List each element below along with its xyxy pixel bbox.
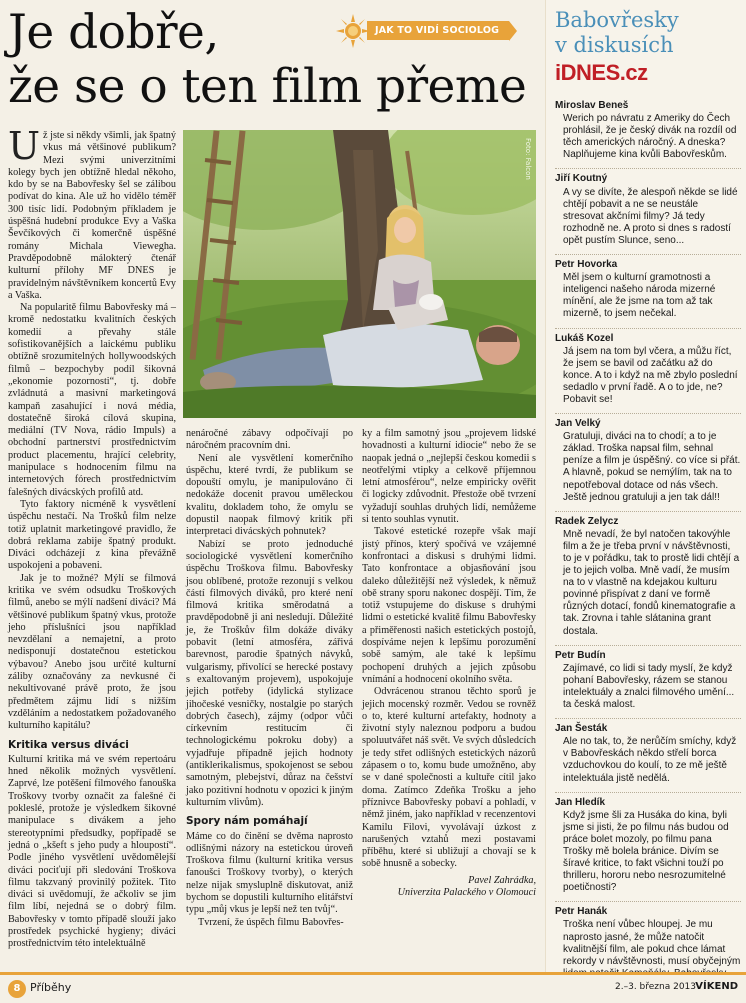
comment-item	[555, 793, 741, 903]
comment-list	[555, 96, 741, 999]
section-kicker: JAK TO VIDÍ SOCIOLOG	[367, 21, 509, 40]
comment-author: Miroslav Beneš	[555, 100, 629, 111]
issue-date: 2.–3. března 2013	[615, 982, 696, 992]
article-column-1	[8, 124, 176, 951]
comment-text: Já jsem na tom byl včera, a můžu říct, že jsem se bavil od začátku až do konce. A to i když na mě zbylo poslední sedadlo v první řadě. A o to jde, ne? Pobavit se!	[563, 345, 738, 405]
page-footer	[0, 972, 746, 1003]
comment-item	[555, 169, 741, 255]
comment-text: Když jsme šli za Husáka do kina, byli jsme si jisti, že po filmu nás budou od práce bolet mozoly, po filmu pana Trošky mě bolela bránice. Divím se šíravé kritice, to fakt všichni touží po thrilleru, hororu nebo nesrozumitelné poetičnosti?	[563, 809, 729, 894]
film-scene-illustration	[183, 130, 536, 418]
article-paragraph: Jak je to možné? Mýlí se filmová kritika ve svém odsudku Troškových filmů, anebo se mýlí nadšení diváci? Má většinové publikum špatný vkus, protože jeho příslušníci jsou například nevzdělaní a nemajetní, a proto nedisponují dostatečnou estetickou výbavou? Anebo jsou určité kulturní záliby označovány za nevkusné či nekultivované právě proto, že jsou předmětem zájmu lidí s nižším vzděláním a nedostatkem požadovaného kulturního kapitálu?	[8, 572, 176, 732]
comment-item	[555, 719, 741, 792]
comment-item	[555, 329, 741, 415]
comment-author: Petr Budín	[555, 649, 606, 661]
article-column-2	[186, 428, 353, 929]
comment-author: Jan Velký	[555, 418, 601, 430]
article-paragraph: Kulturní kritika má ve svém repertoáru hned několik možných vysvětlení. Zaprvé, lze potěšení filmového fanouška Troškovy tvorby označit za falešné či pokleslé, protože je výsledkem šikovné manipulace s divákem a jeho stereotypními předsudky, popřípadě se jedná o „kšeft s jeho pudy a hloupostí“. Podle jiného vysvětlení uvědomělejší diváci pociťují při sledování Troškova filmu takzvaný provinilý požitek. Tito diváci si uvědomují, že ačkoliv se jim film líbí, nejedná se o dobrý film. Babovřesky v tomto případě slouží jako prostředek psychické hygieny; diváci prostřednictvím této intelektuálně	[8, 753, 176, 950]
comment-text: Mně nevadí, že byl natočen takovýhle film a že je třeba první v návštěvnosti, to je v pořádku, tak to prostě lidi chtějí a je to jejich volba. Mně vadí, že musím na to v vlastně na kdejakou kulturu povinné přispívat z daní ve formě různých dotací, fondů kinematografie a tak. Zrovna i tahle slátanina grant dostala.	[563, 528, 740, 637]
supplement-brand: VÍKEND	[695, 981, 738, 992]
idnes-logo: iDNES.cz	[555, 60, 648, 85]
page-number: 8	[8, 980, 26, 998]
article-column-3	[362, 428, 536, 899]
comment-author: Jan Šesták	[555, 723, 608, 735]
headline-line-1: Je dobře,	[8, 5, 219, 60]
comment-author: Petr Hanák	[555, 906, 608, 918]
article-paragraph: Na popularitě filmu Babovřesky má – kromě nedostatku kvalitních českých komedií a převahy stále sofistikovanějších a laickému publiku obtížně srozumitelných hollywoodských filmů – bezpochyby podíl šikovná „ekonomie pozornosti“, tj. dobře zvládnutá a masivní marketingová kampaň zasahující i nová média, dostatečně široká cílová skupina, mediální (TV Nova, rádio Impuls) a obchodní partnerství prostřednictvím product placementu, hrající celebrity, manipulace s hodnocením filmu na internetových fórech prostřednictvím falešných divácských profilů atd.	[8, 302, 176, 498]
article-paragraph: Tvrzení, že úspěch filmu Babovřes-	[198, 916, 344, 928]
article-paragraph: Takové estetické rozepře však mají jistý přínos, který spočívá ve vzájemné konfrontaci a diskusi s druhými lidmi. Tato konfrontace a objasňování jsou daleko důležitější než výsledek, k němuž obě strany sporu nakonec dospějí. Tím, že totiž vstupujeme do diskuse s druhými lidmi o estetické kvalitě filmu Babovřesky a přiměřenosti našich estetických postojů, dospíváme nejen k lepšímu porozumění sobě samým, ale také k lepšímu pochopení druhých a jejich způsobu vnímání a hodnocení okolního světa.	[362, 526, 536, 685]
photo-credit: Foto: Falcon	[524, 138, 532, 180]
comment-author: Jiří Koutný	[555, 173, 608, 185]
article-paragraph: Tyto faktory nicméně k vysvětlení úspěchu nestačí. Na Trošků film nelze totiž uplatnit marketingové pravidlo, že dobrá reklama zabije špatný produkt. Diváci odcházejí z kina převážně uspokojeni a pobaveni.	[8, 498, 176, 572]
headline-line-2: že se o ten film přeme	[8, 59, 527, 114]
author-name: Pavel Zahrádka,	[468, 874, 536, 886]
comment-text: Werich po návratu z Ameriky do Čech prohlásil, že je český divák na rozdíl od těch amerických náročný. A dneska? Naplňujeme kina kvůli Babovřeskům.	[563, 113, 737, 161]
comment-item	[555, 96, 741, 169]
article-paragraph: Není ale vysvětlení komerčního úspěchu, které tvrdí, že publikum se dopouští omylu, je manipulováno či nedokáže docenit pravou uměleckou kvalitu, dokladem toho, že omylu se dopustil naopak filmový kritik při interpretaci divácských pohnutek?	[186, 452, 353, 538]
subheading-critics-vs-viewers: Kritika versus diváci	[8, 738, 129, 751]
article-paragraph: Už jste si někdy všimli, jak špatný vkus má většinové publikum? Mezi svými univerzitními kolegy bych jen obtížně hledal někoho, kdo by se na Babovřesky šel se zálibou podívat do kina. Ale už ho vidělo téměř 300 tisíc lidí. Podobným příkladem je úspěšná hudební produkce Evy a Vaška Ševčíkových či komerčně úspěšné romány Michala Viewegha. Pravděpodobně málokterý čtenář kulturní přílohy MF DNES je pravidelným návštěvníkem koncertů Evy a Vaška.	[8, 124, 176, 301]
author-signature	[362, 875, 536, 900]
article-paragraph: Máme co do činění se dvěma naprosto odlišnými názory na estetickou úroveň Troškova filmu (kulturní kritika versus fanoušci Troškovy tvorby), o kterých nelze nijak smysluplně diskutovat, aniž bychom se dopustili kulturního elitářství typu „můj vkus je lepší než ten tvůj“.	[186, 830, 353, 916]
comment-text: Troška není vůbec hloupej. Je mu naprosto jasné, že může natočit kvalitnější film, ale pokud chce lámat rekordy v návštěvnosti, musí obyčejným	[563, 919, 741, 967]
comment-text: Ale no tak, to, že nerůčím smíchy, když v Babovřeskách někdo střelí borca vzduchovkou do koulí, to ze mě ještě intelektuála jistě nedělá.	[563, 736, 737, 784]
article-paragraph: nenáročné zábavy odpočívají po náročném pracovním dni.	[186, 428, 353, 452]
comment-author: Lukáš Kozel	[555, 332, 614, 344]
section-name: Příběhy	[30, 981, 72, 994]
article-paragraph: ky a film samotný jsou „projevem lidské hovadnosti a kulturní idiocie“ nebo že se naopak jedná o „nejlepší českou komedii s neotřelými vtipky a celkově příjemnou letní atmosférou“, nelze empiricky ověřit či logicky zdůvodnit. Přestože obě tvrzení vyžadují souhlas druhých lidí, nemůžeme si tento souhlas vynutit.	[362, 428, 536, 526]
comment-author: Jan Hledík	[555, 796, 606, 808]
film-still-photo	[183, 130, 536, 418]
comment-text: Zajímavé, co lidi si tady myslí, že když pohaní Babovřesky, rázem se stanou intelektuály a znalci filmového umění... ta česká malost.	[563, 662, 735, 711]
comment-item	[555, 414, 741, 512]
comment-author: Petr Hovorka	[555, 259, 618, 271]
sidebar-title: Babovřesky v diskusích	[555, 8, 679, 57]
article-paragraph: Odvrácenou stranou těchto sporů je jejich mocenský rozměr. Vedou se rovněž o to, které kulturní artefakty, hodnoty a životní styly naleznou podporu a budou spoluutvářet náš svět. Ve svých důsledcích je tedy střet odlišných estetických názorů zápasem o to, komu bude umožněno, aby se v dané společnosti a kultuře cítil jako doma. Zatímco Zdeňka Trošku a jeho příznivce Babovřesky pobaví a pohladí, v němž jiném, jako například v recenzentovi Kamilu Filovi, vyvolávají úzkost z narušených vztahů mezi postavami příběhu, které si ubližují a chovají se k sobě hnusně a sobecky.	[362, 686, 536, 870]
drop-cap: U	[8, 124, 41, 168]
comment-text: Měl jsem o kulturní gramotnosti a inteligenci našeho národa mizerné mínění, ale že jsme na tom až tak mizerně, to jsem nečekal.	[563, 272, 716, 320]
comment-text: Gratuluji, diváci na to chodí; a to je základ. Troška napsal film, sehnal peníze a film je úspěšný. co více si přát. A hlavně, pokud se nemýlím, tak na to nepotřeboval dotace od nás všech. Ještě jednou gratuluji a jen tak dál!!	[563, 431, 741, 503]
reader-comments-sidebar	[545, 0, 746, 972]
comment-item	[555, 646, 741, 719]
comment-item	[555, 255, 741, 328]
article-paragraph: Nabízí se proto jednoduché sociologické vysvětlení komerčního úspěchu Troškova filmu. Babovřesky jsou oblíbené, protože rezonují s velkou částí filmových diváků, pro které není filmová kritika směrodatná a pravděpodobně ji ani nesledují. Důležité je, že Troškův film dokáže diváky pobavit (letní atmosféra, zářivá barevnost, parodie špatných návyků, vulgarismy, přivolící se herecké postavy s exaltovaným projevem), uspokojuje jejich potřeby (idylická stylizace jihočeské vesničky, nostalgie po starých dobrých časech), zájmy (odpor vůči církevním restitucím či technologickému pokroku doby) a vyjadřuje případně jejich hodnoty (antiklerikalismus, spokojenost se sebou samotným, plebejství, důraz na češství jako pozitivní hodnotu v opozici k jiným kulturním vlivům).	[186, 538, 353, 808]
sun-icon	[336, 14, 370, 48]
author-affiliation: Univerzita Palackého v Olomouci	[397, 886, 536, 898]
comment-text: A vy se divíte, že alespoň někde se lidé chtějí pobavit a ne se neustále stresovat akčními filmy? Já tedy rozhodně ne. A proto si dnes s radostí opět pustím Slunce, seno...	[563, 186, 738, 246]
subheading-disputes-help: Spory nám pomáhají	[186, 815, 308, 828]
comment-author: Radek Zelycz	[555, 515, 619, 527]
comment-item	[555, 512, 741, 646]
